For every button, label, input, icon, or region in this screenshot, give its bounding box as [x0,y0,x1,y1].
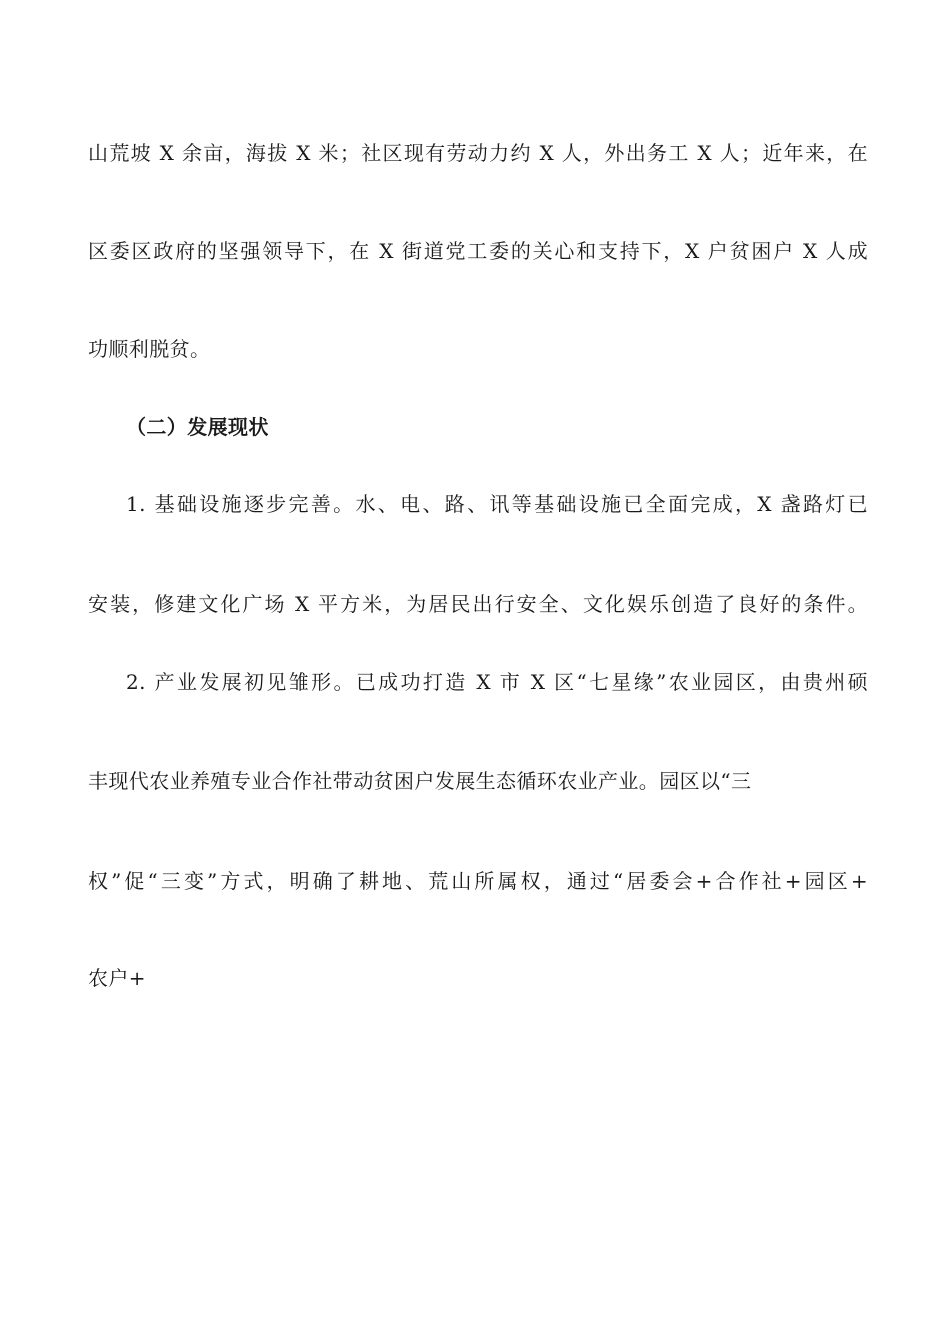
section-heading: （二）发展现状 [126,415,269,439]
paragraph-1-line-1: 山荒坡 X 余亩，海拔 X 米；社区现有劳动力约 X 人，外出务工 X 人；近年来，在 [88,141,868,165]
paragraph-2-line-2: 安装，修建文化广场 X 平方米，为居民出行安全、文化娱乐创造了良好的条件。 [88,592,868,616]
paragraph-1-line-2: 区委区政府的坚强领导下，在 X 街道党工委的关心和支持下，X 户贫困户 X 人成 [88,239,868,263]
paragraph-3-line-3: 权”促“三变”方式，明确了耕地、荒山所属权，通过“居委会+合作社+园区+ [88,869,868,893]
paragraph-2-line-1: 1. 基础设施逐步完善。水、电、路、讯等基础设施已全面完成，X 盏路灯已 [126,492,868,516]
paragraph-3-line-2: 丰现代农业养殖专业合作社带动贫困户发展生态循环农业产业。园区以“三 [88,769,752,793]
paragraph-3-line-1: 2. 产业发展初见雏形。已成功打造 X 市 X 区“七星缘”农业园区，由贵州硕 [126,670,868,694]
paragraph-1-line-3: 功顺利脱贫。 [88,337,211,361]
paragraph-3-line-4: 农户+ [88,966,146,990]
